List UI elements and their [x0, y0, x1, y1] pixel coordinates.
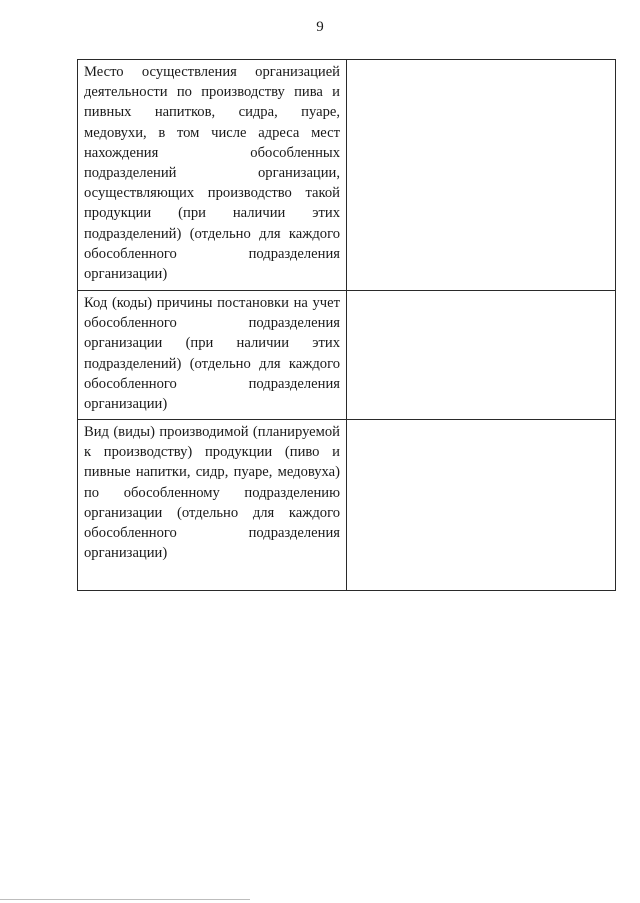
label-cell	[78, 291, 347, 420]
row-label-product-types: Вид (виды) производимой (планируемой к производству) продукции (пиво и пивные напитки, сидр, пуаре, медовуха) по обособленному подразделению организации (отдельно для каждого обособленного подразделения организации)	[84, 424, 340, 562]
value-cell-product-types[interactable]	[347, 420, 616, 591]
label-cell	[78, 60, 347, 291]
value-cell-registration-reason-code[interactable]	[347, 291, 616, 420]
table-row	[78, 60, 616, 291]
row-label-registration-reason-code: Код (коды) причины постановки на учет обособленного подразделения организации (при наличии этих подразделений) (отдельно для каждого обособленного подразделения организации)	[84, 295, 340, 413]
form-table	[77, 59, 616, 591]
page-number: 9	[316, 19, 324, 35]
label-cell	[78, 420, 347, 591]
table-row	[78, 420, 616, 591]
row-label-production-location: Место осуществления организацией деятельности по производству пива и пивных напитков, сидра, пуаре, медовухи, в том числе адреса мест нахождения обособленных подразделений организации, осуществляющих производство такой продукции (при наличии этих подразделений) (отдельно для каждого обособленного подразделения организации)	[84, 64, 340, 283]
scan-edge-line	[0, 899, 250, 900]
table-row	[78, 291, 616, 420]
value-cell-production-location[interactable]	[347, 60, 616, 291]
